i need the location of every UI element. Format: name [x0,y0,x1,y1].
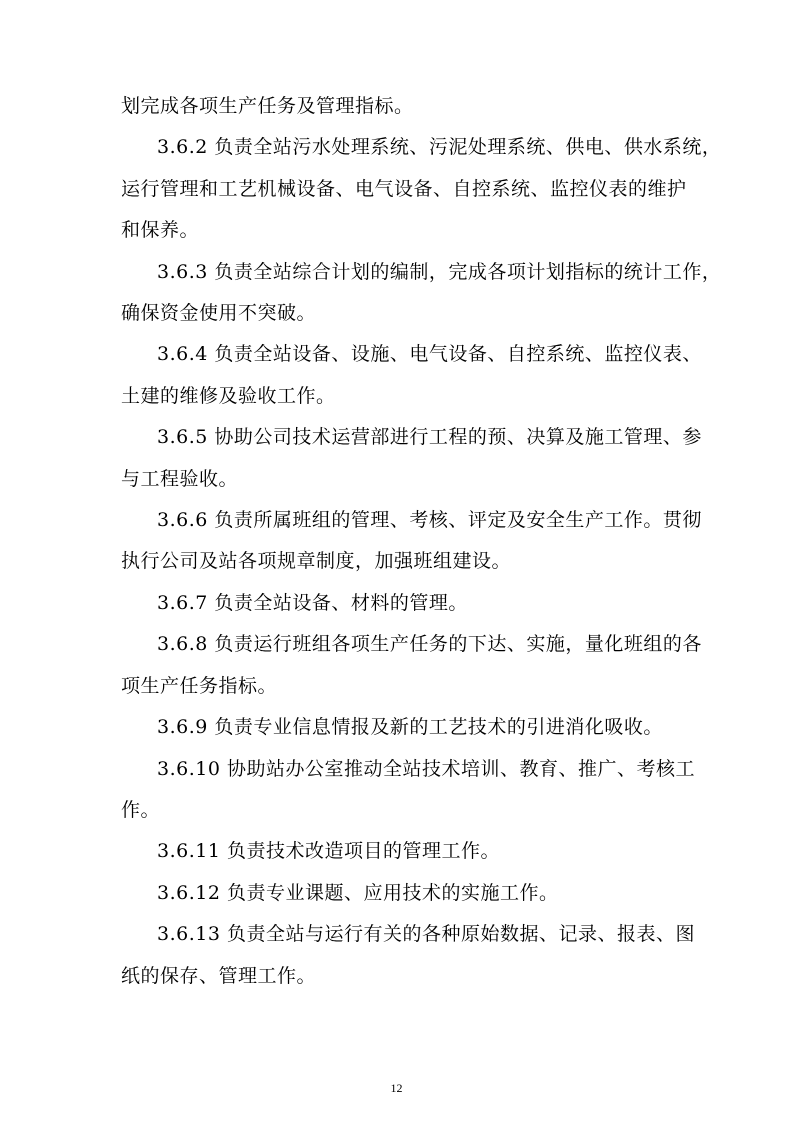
clause-3-6-6 [121,500,702,583]
text-line: 3.6.11 负责技术改造项目的管理工作。 [157,840,500,863]
text-line: 3.6.7 负责全站设备、材料的管理。 [157,591,468,614]
text-line: 纸的保存、管理工作。 [121,964,317,987]
clause-3-6-3 [121,252,722,335]
clause-3-6-2 [121,127,722,251]
paragraph-continuation [121,86,681,127]
text-line: 3.6.9 负责专业信息情报及新的工艺技术的引进消化吸收。 [157,716,663,739]
text-line: 作。 [121,798,161,821]
page-number: 12 [390,1081,403,1095]
text-line: 确保资金使用不突破。 [121,302,317,325]
clause-3-6-5 [121,417,702,500]
clause-3-6-8 [121,624,702,707]
document-body [121,86,722,997]
clause-3-6-11 [121,831,681,872]
clause-3-6-4 [121,334,702,417]
text-line: 3.6.13 负责全站与运行有关的各种原始数据、记录、报表、图 [157,923,695,946]
text-line: 3.6.2 负责全站污水处理系统、污泥处理系统、供电、供水系统， [157,136,722,159]
text-line: 3.6.5 协助公司技术运营部进行工程的预、决算及施工管理、参 [157,426,702,449]
text-line: 3.6.6 负责所属班组的管理、考核、评定及安全生产工作。贯彻 [157,509,702,532]
text-line: 3.6.8 负责运行班组各项生产任务的下达、实施，量化班组的各 [157,633,702,656]
clause-3-6-10 [121,749,695,832]
clause-3-6-13 [121,914,695,997]
text-line: 运行管理和工艺机械设备、电气设备、自控系统、监控仪表的维护 [121,177,687,200]
text-line: 与工程验收。 [121,467,239,490]
text-line: 执行公司及站各项规章制度，加强班组建设。 [121,550,512,573]
text-line: 和保养。 [121,219,200,242]
clause-3-6-9 [121,707,681,748]
text-line: 划完成各项生产任务及管理指标。 [121,95,414,117]
clause-3-6-12 [121,873,681,914]
text-line: 3.6.12 负责专业课题、应用技术的实施工作。 [157,881,559,904]
text-line: 3.6.3 负责全站综合计划的编制，完成各项计划指标的统计工作， [157,260,722,283]
text-line: 3.6.4 负责全站设备、设施、电气设备、自控系统、监控仪表、 [157,343,702,366]
clause-3-6-7 [121,583,681,624]
text-line: 3.6.10 协助站办公室推动全站技术培训、教育、推广、考核工 [157,757,695,780]
text-line: 项生产任务指标。 [121,674,278,697]
text-line: 土建的维修及验收工作。 [121,384,336,407]
